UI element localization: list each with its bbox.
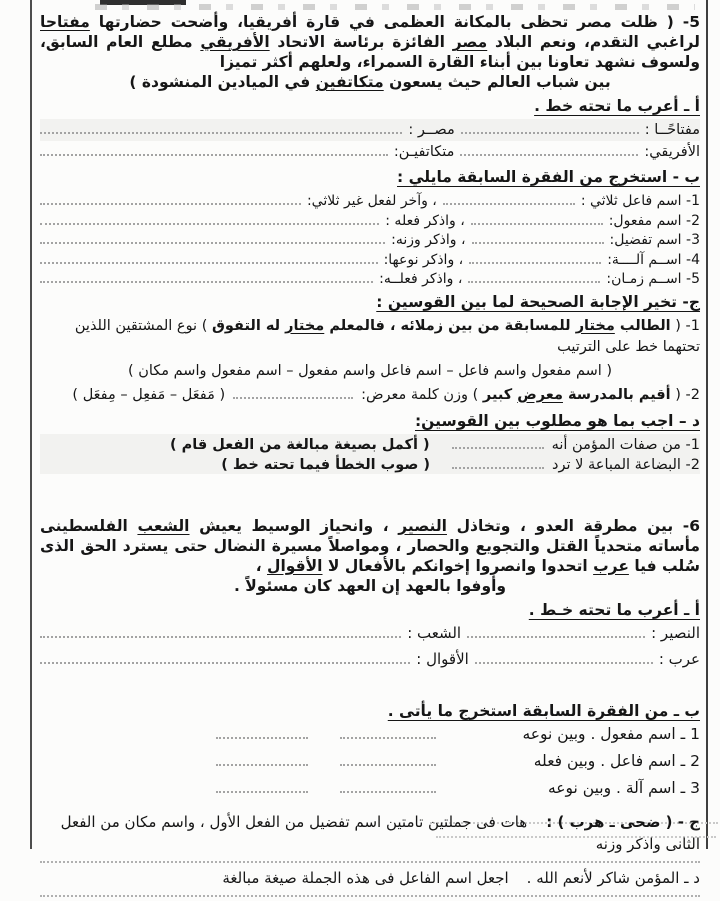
q6-underlined-word: عرب (593, 556, 629, 575)
page-border-right (706, 0, 708, 849)
q5-text: في الميادين المنشودة ) (129, 73, 316, 91)
q5-underlined-word: الأفريقي (200, 33, 270, 51)
c2-text: ) وزن كلمة معرض: (361, 386, 483, 403)
q6-section-b-heading: ب ـ من الفقرة السابقة استخرج ما يأتى . (387, 701, 700, 720)
answer-line[interactable] (40, 861, 700, 863)
q6-d-label: د ـ المؤمن شاكر لأنعم الله . (526, 868, 700, 887)
item-label: 2 ـ اسم فاعل . وبين فعله (533, 751, 700, 770)
item-label: 3 ـ اسم آلة . وبين نوعه (547, 778, 700, 797)
answer-line[interactable] (40, 229, 385, 244)
answer-line[interactable] (340, 724, 436, 739)
c1-bold: له التفوق (211, 317, 286, 334)
answer-line[interactable] (216, 751, 308, 766)
q5-underlined-word: متكاتفين (315, 73, 384, 91)
answer-line[interactable] (461, 119, 639, 134)
c2-bold: كبير (482, 386, 518, 403)
item-label: 1 ـ اسم مفعول . وبين نوعه (522, 724, 700, 743)
answer-line[interactable] (40, 210, 379, 225)
question-5-paragraph (40, 12, 700, 72)
c1-text: 1- ( (670, 317, 700, 334)
choice-question-1 (40, 316, 700, 358)
q5-section-c-heading: ج- تخير الإجابة الصحيحة لما بين القوسين : (376, 292, 700, 311)
answer-line[interactable] (40, 141, 388, 156)
q5-section-a-heading: أ ـ أعرب ما تحته خط . (534, 97, 700, 115)
choice-question-1-options[interactable]: ( اسم مفعول واسم فاعل – اسم فاعل واسم مفعول – اسم مفعول واسم مكان ) (127, 362, 613, 379)
q6-paragraph-last-line: وأوفوا بالعهد إن العهد كان مسئولاً . (233, 576, 507, 595)
word-label: عرب : (658, 649, 700, 668)
word-label: الأفريقي: (644, 144, 700, 160)
answer-line[interactable] (216, 778, 308, 793)
q5-section-d-heading: د – اجب بما هو مطلوب بين القوسين: (414, 411, 700, 430)
item-label: 1- اسم فاعل ثلاثي : (580, 193, 700, 209)
extract-item (40, 249, 700, 269)
c1-text: ) نوع المشتقين اللذين تحتهما خط على الترتيب (74, 317, 700, 355)
extract-item (40, 210, 700, 230)
answer-line[interactable] (469, 249, 601, 264)
q5-parsing-row-1 (40, 119, 700, 141)
q6-extract-item (40, 751, 700, 778)
q6-underlined-word: الشعب (137, 516, 190, 535)
q6-underlined-word: الأقوال (267, 556, 323, 575)
q6-c-label: ج - ( ضحى ـ هرب ) : (546, 812, 700, 831)
q6-text: ، (255, 556, 268, 575)
word-label: الشعب : (407, 623, 462, 642)
page-border-left (30, 0, 32, 849)
q5-text: بين شباب العالم حيث يسعون (383, 73, 611, 91)
answer-line[interactable] (471, 210, 603, 225)
q6-extract-item (40, 778, 700, 805)
q5-paragraph-last-line (40, 72, 700, 92)
c2-bold: أقيم بالمدرسة (562, 386, 671, 403)
q6-underlined-word: النصير (398, 516, 447, 535)
q6-section-c (40, 811, 700, 855)
c2-underlined-word: معرض (517, 386, 563, 403)
item-sublabel: ، وآخر لفعل غير ثلاثي: (306, 193, 437, 209)
choice-question-2-options[interactable]: ( مَفعَل – مَفعِل – مِفعَل ) (72, 386, 226, 403)
d-item (40, 454, 700, 474)
q5-text: الفائزة برئاسة الاتحاد (269, 33, 453, 51)
item-label: 3- اسم تفضيل: (609, 232, 700, 248)
d-item-text: 2- البضاعة المباعة لا ترد (552, 456, 700, 473)
answer-line[interactable] (472, 229, 604, 244)
answer-line[interactable] (40, 249, 378, 264)
q5-parsing-row-2 (40, 141, 700, 163)
q6-text: الفلسطينى مأساته متحدياً القتل والتجويع والحصار ، ومواصلاً مسيرة النضال حتى يسترد الحق الذى سُلب فيا (40, 516, 700, 575)
blank-gap (40, 474, 700, 516)
word-label: الأقوال : (416, 649, 469, 668)
q6-text: ، وانحياز الوسيط يعيش (189, 516, 399, 535)
answer-line[interactable] (40, 649, 410, 664)
question-6-paragraph (40, 516, 700, 576)
q5-underlined-word: مصر (452, 33, 488, 51)
answer-line[interactable] (340, 751, 436, 766)
answer-line[interactable] (452, 454, 544, 469)
q5-underlined-word: مفتاحا (40, 13, 90, 31)
answer-line[interactable] (452, 434, 544, 449)
word-label: مصــر : (408, 122, 455, 138)
d-item-instruction: ( أكمل بصيغة مبالغة من الفعل قام ) (169, 436, 430, 453)
answer-line[interactable] (40, 119, 402, 134)
q6-c-text: هات فى جملتين تامتين اسم تفضيل من الفعل الأول ، واسم مكان من الفعل الثانى واذكر وزنه (60, 812, 700, 853)
item-sublabel: ، واذكر نوعها: (383, 251, 464, 268)
answer-line[interactable] (443, 190, 575, 205)
word-label: متكاتفيـن: (393, 144, 455, 160)
item-label: 4- اســم آلــــة: (607, 251, 700, 268)
word-label: النصير : (651, 623, 700, 642)
answer-line[interactable] (40, 623, 401, 638)
c2-line (361, 383, 700, 407)
c1-underlined-word: مختار (575, 317, 615, 334)
extract-item (40, 190, 700, 210)
q6-text: اتحدوا وانصروا إخوانكم بالأفعال لا (322, 556, 594, 575)
q6-parsing-grid (40, 623, 700, 675)
extract-item (40, 268, 700, 288)
worksheet-content (40, 12, 700, 901)
q5-text: لراغبي التقدم، ونعم البلاد (487, 33, 700, 51)
q6-extract-item (40, 724, 700, 751)
item-sublabel: ، واذكر فعلــه: (379, 271, 463, 287)
answer-line[interactable] (468, 268, 600, 283)
item-label: 5- اســم زمـان: (606, 271, 700, 287)
scan-artifact-top-noise (95, 4, 695, 10)
q6-text: 6- بين مطرقة العدو ، وتخاذل (446, 516, 701, 535)
d-item-text: 1- من صفات المؤمن أنه (551, 436, 700, 453)
blank-gap (40, 675, 700, 697)
c1-underlined-word: مختار (285, 317, 325, 334)
q6-section-a-heading: أ ـ أعرب ما تحته خـط . (528, 600, 700, 619)
q5-text: 5- ( ظلت مصر تحظى بالمكانة العظمى في قارة أفريقيا، وأضحت حضارتها (89, 13, 700, 31)
item-sublabel: ، واذكر فعله : (385, 212, 465, 229)
d-item (40, 434, 700, 454)
answer-line[interactable] (233, 384, 353, 399)
answer-line[interactable] (216, 724, 308, 739)
answer-line[interactable] (475, 649, 653, 664)
q5-text: مطلع العام السابق، ولسوف نشهد تعاونا بين أبناء القارة السمراء، ولعلهم أكثر تميزا (40, 33, 700, 71)
answer-line[interactable] (40, 895, 700, 897)
c1-bold: الطالب (614, 317, 671, 334)
answer-line[interactable] (460, 141, 638, 156)
word-label: مفتاحًــا : (644, 122, 700, 138)
item-label: 2- اسم مفعول: (608, 212, 700, 229)
q6-parsing-row-1 (40, 623, 700, 649)
answer-line[interactable] (40, 190, 301, 205)
c2-text: 2- ( (670, 386, 700, 403)
c1-bold: للمسابقة من بين زملائه ، فالمعلم (324, 317, 576, 334)
choice-question-2 (40, 383, 700, 407)
d-item-instruction: ( صوب الخطأ فيما تحته خط ) (221, 456, 431, 473)
extract-item (40, 229, 700, 249)
answer-line[interactable] (340, 778, 436, 793)
answer-line[interactable] (467, 623, 645, 638)
q6-parsing-row-2 (40, 649, 700, 675)
answer-line[interactable] (40, 268, 373, 283)
q6-d-text: اجعل اسم الفاعل فى هذه الجملة صيغة مبالغة (222, 868, 509, 887)
q5-section-b-heading: ب - استخرج من الفقرة السابقة مايلي : (397, 168, 700, 186)
q6-section-d (40, 867, 700, 889)
item-sublabel: ، واذكر وزنه: (391, 232, 466, 248)
